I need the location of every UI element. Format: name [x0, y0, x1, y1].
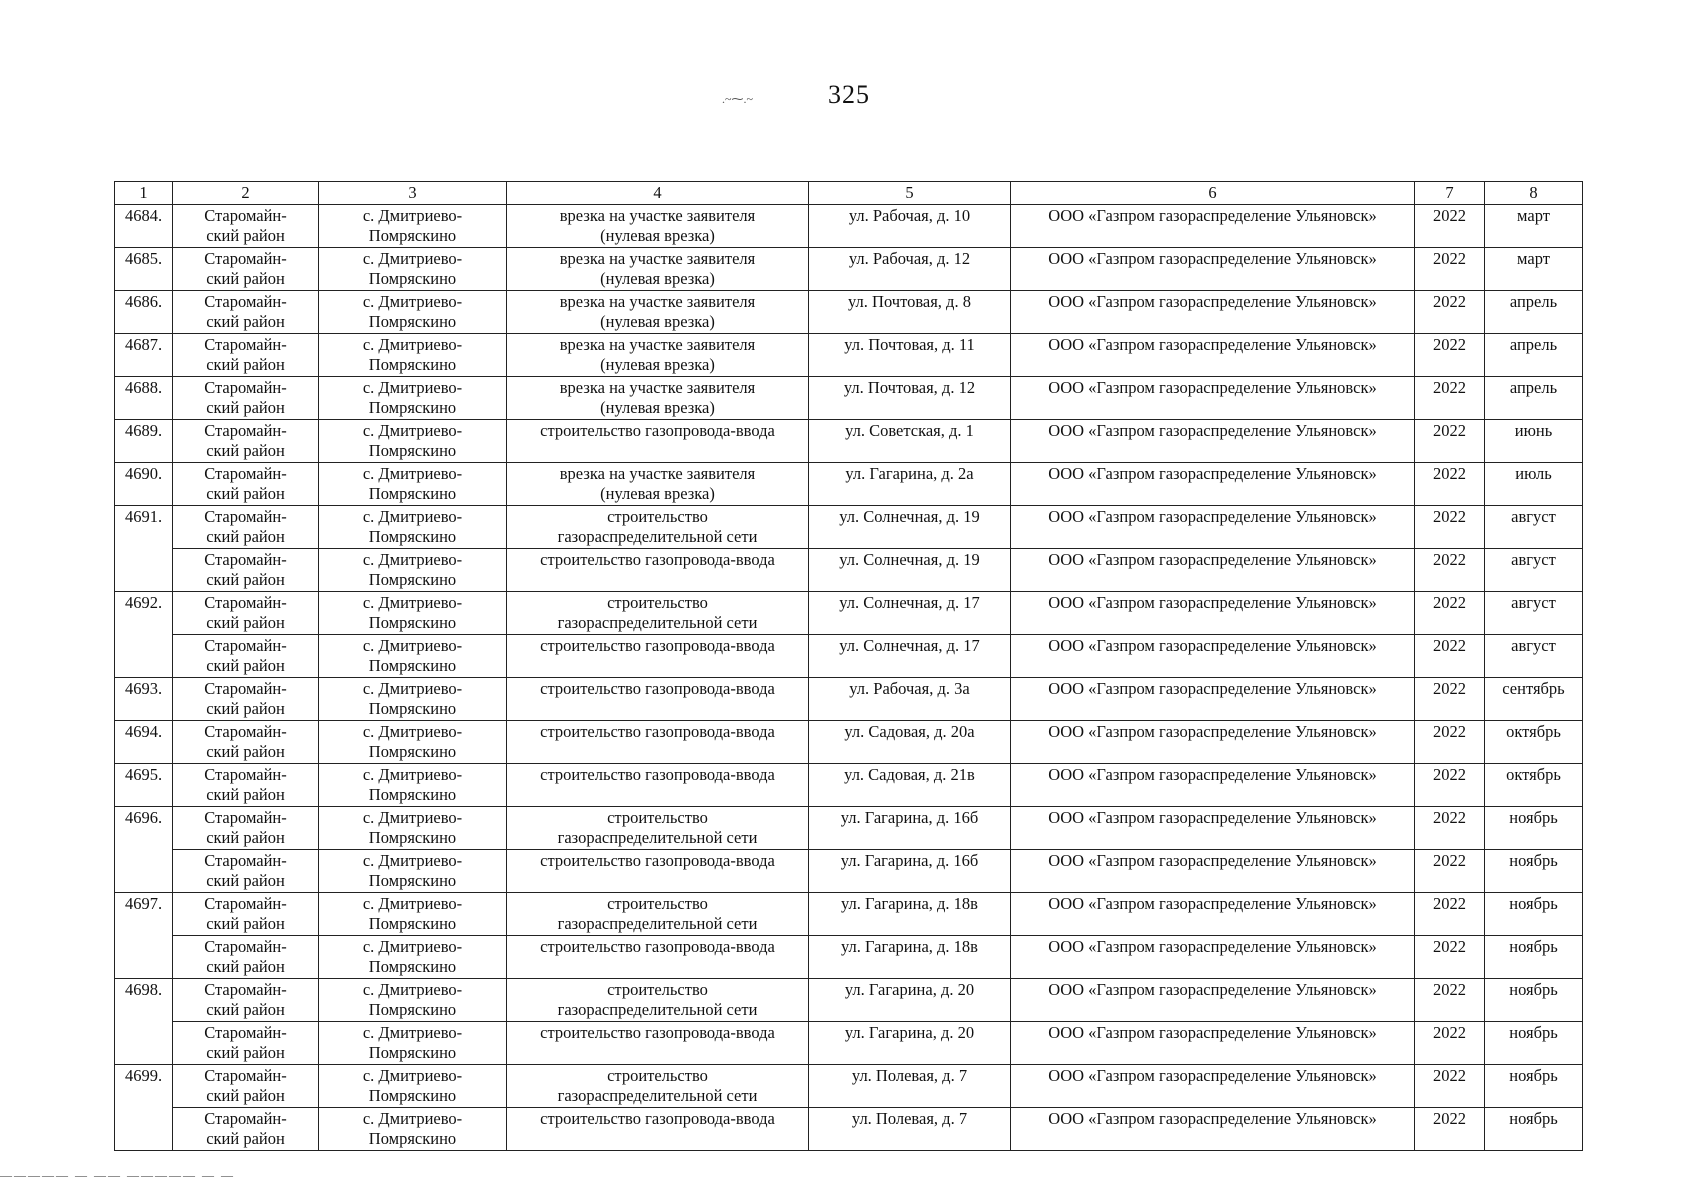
row-number: 4696.: [115, 807, 173, 850]
district-cell: Старомайн- ский район: [173, 248, 319, 291]
organization-cell: ООО «Газпром газораспределение Ульяновск»: [1011, 291, 1415, 334]
locality-cell: с. Дмитриево- Помряскино: [319, 1108, 507, 1151]
year-cell: 2022: [1415, 1022, 1485, 1065]
gas-register-table: [114, 181, 1583, 1151]
district-cell: Старомайн- ский район: [173, 592, 319, 635]
district-cell: Старомайн- ский район: [173, 893, 319, 936]
year-cell: 2022: [1415, 979, 1485, 1022]
month-cell: август: [1485, 549, 1583, 592]
table-row: [115, 248, 1583, 291]
year-cell: 2022: [1415, 291, 1485, 334]
year-cell: 2022: [1415, 463, 1485, 506]
table-row: [115, 377, 1583, 420]
organization-cell: ООО «Газпром газораспределение Ульяновск»: [1011, 678, 1415, 721]
work-type-cell: строительство газораспределительной сети: [507, 592, 809, 635]
column-header: 2: [173, 182, 319, 205]
month-cell: ноябрь: [1485, 850, 1583, 893]
address-cell: ул. Солнечная, д. 17: [809, 592, 1011, 635]
work-type-cell: строительство газопровода-ввода: [507, 764, 809, 807]
district-cell: Старомайн- ский район: [173, 463, 319, 506]
locality-cell: с. Дмитриево- Помряскино: [319, 549, 507, 592]
address-cell: ул. Почтовая, д. 12: [809, 377, 1011, 420]
organization-cell: ООО «Газпром газораспределение Ульяновск»: [1011, 334, 1415, 377]
organization-cell: ООО «Газпром газораспределение Ульяновск»: [1011, 635, 1415, 678]
work-type-cell: строительство газораспределительной сети: [507, 893, 809, 936]
address-cell: ул. Полевая, д. 7: [809, 1108, 1011, 1151]
year-cell: 2022: [1415, 377, 1485, 420]
district-cell: Старомайн- ский район: [173, 291, 319, 334]
row-number: 4685.: [115, 248, 173, 291]
address-cell: ул. Почтовая, д. 11: [809, 334, 1011, 377]
organization-cell: ООО «Газпром газораспределение Ульяновск»: [1011, 807, 1415, 850]
address-cell: ул. Почтовая, д. 8: [809, 291, 1011, 334]
district-cell: Старомайн- ский район: [173, 721, 319, 764]
year-cell: 2022: [1415, 807, 1485, 850]
address-cell: ул. Полевая, д. 7: [809, 1065, 1011, 1108]
row-number: 4692.: [115, 592, 173, 635]
row-number: 4691.: [115, 506, 173, 549]
district-cell: Старомайн- ский район: [173, 936, 319, 979]
table-row: [115, 334, 1583, 377]
district-cell: Старомайн- ский район: [173, 635, 319, 678]
year-cell: 2022: [1415, 592, 1485, 635]
month-cell: август: [1485, 635, 1583, 678]
table-row: [115, 850, 1583, 893]
district-cell: Старомайн- ский район: [173, 549, 319, 592]
organization-cell: ООО «Газпром газораспределение Ульяновск»: [1011, 463, 1415, 506]
table-row: [115, 420, 1583, 463]
district-cell: Старомайн- ский район: [173, 1108, 319, 1151]
row-number: [115, 635, 173, 678]
row-number: [115, 549, 173, 592]
work-type-cell: строительство газопровода-ввода: [507, 1108, 809, 1151]
year-cell: 2022: [1415, 506, 1485, 549]
month-cell: март: [1485, 248, 1583, 291]
locality-cell: с. Дмитриево- Помряскино: [319, 377, 507, 420]
locality-cell: с. Дмитриево- Помряскино: [319, 893, 507, 936]
month-cell: ноябрь: [1485, 893, 1583, 936]
row-number: [115, 936, 173, 979]
column-header: 8: [1485, 182, 1583, 205]
month-cell: ноябрь: [1485, 1022, 1583, 1065]
table-row: [115, 1065, 1583, 1108]
month-cell: апрель: [1485, 377, 1583, 420]
organization-cell: ООО «Газпром газораспределение Ульяновск»: [1011, 1108, 1415, 1151]
locality-cell: с. Дмитриево- Помряскино: [319, 721, 507, 764]
table-row: [115, 721, 1583, 764]
organization-cell: ООО «Газпром газораспределение Ульяновск»: [1011, 893, 1415, 936]
table-row: [115, 1022, 1583, 1065]
work-type-cell: строительство газораспределительной сети: [507, 979, 809, 1022]
district-cell: Старомайн- ский район: [173, 764, 319, 807]
row-number: 4687.: [115, 334, 173, 377]
locality-cell: с. Дмитриево- Помряскино: [319, 1022, 507, 1065]
locality-cell: с. Дмитриево- Помряскино: [319, 506, 507, 549]
address-cell: ул. Солнечная, д. 17: [809, 635, 1011, 678]
organization-cell: ООО «Газпром газораспределение Ульяновск»: [1011, 377, 1415, 420]
organization-cell: ООО «Газпром газораспределение Ульяновск»: [1011, 721, 1415, 764]
locality-cell: с. Дмитриево- Помряскино: [319, 463, 507, 506]
work-type-cell: строительство газопровода-ввода: [507, 420, 809, 463]
locality-cell: с. Дмитриево- Помряскино: [319, 850, 507, 893]
table-header-row: [115, 182, 1583, 205]
month-cell: июль: [1485, 463, 1583, 506]
district-cell: Старомайн- ский район: [173, 377, 319, 420]
work-type-cell: врезка на участке заявителя (нулевая врезка): [507, 291, 809, 334]
table-row: [115, 635, 1583, 678]
locality-cell: с. Дмитриево- Помряскино: [319, 1065, 507, 1108]
organization-cell: ООО «Газпром газораспределение Ульяновск»: [1011, 979, 1415, 1022]
district-cell: Старомайн- ский район: [173, 850, 319, 893]
work-type-cell: строительство газопровода-ввода: [507, 549, 809, 592]
year-cell: 2022: [1415, 1065, 1485, 1108]
address-cell: ул. Гагарина, д. 16б: [809, 807, 1011, 850]
column-header: 7: [1415, 182, 1485, 205]
month-cell: ноябрь: [1485, 1065, 1583, 1108]
table-row: [115, 678, 1583, 721]
address-cell: ул. Рабочая, д. 10: [809, 205, 1011, 248]
table-row: [115, 291, 1583, 334]
organization-cell: ООО «Газпром газораспределение Ульяновск»: [1011, 850, 1415, 893]
month-cell: ноябрь: [1485, 936, 1583, 979]
address-cell: ул. Гагарина, д. 18в: [809, 936, 1011, 979]
row-number: 4688.: [115, 377, 173, 420]
address-cell: ул. Рабочая, д. 12: [809, 248, 1011, 291]
address-cell: ул. Гагарина, д. 16б: [809, 850, 1011, 893]
column-header: 1: [115, 182, 173, 205]
organization-cell: ООО «Газпром газораспределение Ульяновск»: [1011, 248, 1415, 291]
year-cell: 2022: [1415, 893, 1485, 936]
column-header: 3: [319, 182, 507, 205]
address-cell: ул. Садовая, д. 21в: [809, 764, 1011, 807]
row-number: [115, 850, 173, 893]
row-number: 4698.: [115, 979, 173, 1022]
locality-cell: с. Дмитриево- Помряскино: [319, 764, 507, 807]
month-cell: июнь: [1485, 420, 1583, 463]
locality-cell: с. Дмитриево- Помряскино: [319, 678, 507, 721]
table-row: [115, 1108, 1583, 1151]
locality-cell: с. Дмитриево- Помряскино: [319, 979, 507, 1022]
table-body: [115, 205, 1583, 1151]
district-cell: Старомайн- ский район: [173, 420, 319, 463]
work-type-cell: строительство газопровода-ввода: [507, 678, 809, 721]
table-row: [115, 506, 1583, 549]
district-cell: Старомайн- ский район: [173, 1065, 319, 1108]
row-number: [115, 1108, 173, 1151]
scan-footer-lines: ————— — —— ————— — —: [0, 1168, 235, 1182]
year-cell: 2022: [1415, 764, 1485, 807]
row-number: 4695.: [115, 764, 173, 807]
month-cell: ноябрь: [1485, 1108, 1583, 1151]
month-cell: август: [1485, 592, 1583, 635]
district-cell: Старомайн- ский район: [173, 678, 319, 721]
address-cell: ул. Солнечная, д. 19: [809, 506, 1011, 549]
locality-cell: с. Дмитриево- Помряскино: [319, 807, 507, 850]
row-number: 4694.: [115, 721, 173, 764]
row-number: 4693.: [115, 678, 173, 721]
work-type-cell: врезка на участке заявителя (нулевая врезка): [507, 248, 809, 291]
locality-cell: с. Дмитриево- Помряскино: [319, 205, 507, 248]
month-cell: апрель: [1485, 334, 1583, 377]
year-cell: 2022: [1415, 678, 1485, 721]
month-cell: сентябрь: [1485, 678, 1583, 721]
locality-cell: с. Дмитриево- Помряскино: [319, 592, 507, 635]
work-type-cell: строительство газопровода-ввода: [507, 1022, 809, 1065]
organization-cell: ООО «Газпром газораспределение Ульяновск»: [1011, 1065, 1415, 1108]
column-header: 6: [1011, 182, 1415, 205]
year-cell: 2022: [1415, 1108, 1485, 1151]
address-cell: ул. Гагарина, д. 18в: [809, 893, 1011, 936]
organization-cell: ООО «Газпром газораспределение Ульяновск»: [1011, 506, 1415, 549]
address-cell: ул. Садовая, д. 20а: [809, 721, 1011, 764]
year-cell: 2022: [1415, 850, 1485, 893]
locality-cell: с. Дмитриево- Помряскино: [319, 420, 507, 463]
organization-cell: ООО «Газпром газораспределение Ульяновск»: [1011, 936, 1415, 979]
year-cell: 2022: [1415, 334, 1485, 377]
year-cell: 2022: [1415, 549, 1485, 592]
locality-cell: с. Дмитриево- Помряскино: [319, 334, 507, 377]
month-cell: август: [1485, 506, 1583, 549]
district-cell: Старомайн- ский район: [173, 979, 319, 1022]
work-type-cell: строительство газопровода-ввода: [507, 936, 809, 979]
district-cell: Старомайн- ский район: [173, 506, 319, 549]
work-type-cell: строительство газопровода-ввода: [507, 721, 809, 764]
row-number: 4689.: [115, 420, 173, 463]
table-row: [115, 205, 1583, 248]
address-cell: ул. Гагарина, д. 2а: [809, 463, 1011, 506]
column-header: 5: [809, 182, 1011, 205]
organization-cell: ООО «Газпром газораспределение Ульяновск»: [1011, 420, 1415, 463]
work-type-cell: врезка на участке заявителя (нулевая врезка): [507, 463, 809, 506]
address-cell: ул. Советская, д. 1: [809, 420, 1011, 463]
year-cell: 2022: [1415, 205, 1485, 248]
year-cell: 2022: [1415, 936, 1485, 979]
month-cell: апрель: [1485, 291, 1583, 334]
district-cell: Старомайн- ский район: [173, 807, 319, 850]
table-row: [115, 764, 1583, 807]
month-cell: ноябрь: [1485, 807, 1583, 850]
page-number: 325: [828, 80, 870, 109]
address-cell: ул. Рабочая, д. 3а: [809, 678, 1011, 721]
row-number: 4684.: [115, 205, 173, 248]
scan-noise-mark: .~⁓.~: [722, 92, 753, 106]
district-cell: Старомайн- ский район: [173, 1022, 319, 1065]
table-row: [115, 893, 1583, 936]
year-cell: 2022: [1415, 635, 1485, 678]
row-number: 4699.: [115, 1065, 173, 1108]
work-type-cell: строительство газораспределительной сети: [507, 1065, 809, 1108]
table-row: [115, 936, 1583, 979]
locality-cell: с. Дмитриево- Помряскино: [319, 936, 507, 979]
locality-cell: с. Дмитриево- Помряскино: [319, 635, 507, 678]
row-number: 4697.: [115, 893, 173, 936]
year-cell: 2022: [1415, 420, 1485, 463]
organization-cell: ООО «Газпром газораспределение Ульяновск»: [1011, 764, 1415, 807]
locality-cell: с. Дмитриево- Помряскино: [319, 248, 507, 291]
organization-cell: ООО «Газпром газораспределение Ульяновск»: [1011, 205, 1415, 248]
month-cell: март: [1485, 205, 1583, 248]
table-row: [115, 549, 1583, 592]
work-type-cell: врезка на участке заявителя (нулевая врезка): [507, 334, 809, 377]
address-cell: ул. Гагарина, д. 20: [809, 1022, 1011, 1065]
work-type-cell: врезка на участке заявителя (нулевая врезка): [507, 205, 809, 248]
locality-cell: с. Дмитриево- Помряскино: [319, 291, 507, 334]
organization-cell: ООО «Газпром газораспределение Ульяновск»: [1011, 549, 1415, 592]
month-cell: октябрь: [1485, 721, 1583, 764]
district-cell: Старомайн- ский район: [173, 334, 319, 377]
work-type-cell: строительство газопровода-ввода: [507, 850, 809, 893]
address-cell: ул. Гагарина, д. 20: [809, 979, 1011, 1022]
work-type-cell: строительство газораспределительной сети: [507, 506, 809, 549]
month-cell: октябрь: [1485, 764, 1583, 807]
table-row: [115, 463, 1583, 506]
district-cell: Старомайн- ский район: [173, 205, 319, 248]
row-number: 4690.: [115, 463, 173, 506]
address-cell: ул. Солнечная, д. 19: [809, 549, 1011, 592]
table-row: [115, 979, 1583, 1022]
year-cell: 2022: [1415, 721, 1485, 764]
organization-cell: ООО «Газпром газораспределение Ульяновск»: [1011, 1022, 1415, 1065]
column-header: 4: [507, 182, 809, 205]
month-cell: ноябрь: [1485, 979, 1583, 1022]
year-cell: 2022: [1415, 248, 1485, 291]
work-type-cell: строительство газопровода-ввода: [507, 635, 809, 678]
row-number: 4686.: [115, 291, 173, 334]
table-row: [115, 592, 1583, 635]
work-type-cell: строительство газораспределительной сети: [507, 807, 809, 850]
row-number: [115, 1022, 173, 1065]
work-type-cell: врезка на участке заявителя (нулевая врезка): [507, 377, 809, 420]
table-row: [115, 807, 1583, 850]
organization-cell: ООО «Газпром газораспределение Ульяновск»: [1011, 592, 1415, 635]
